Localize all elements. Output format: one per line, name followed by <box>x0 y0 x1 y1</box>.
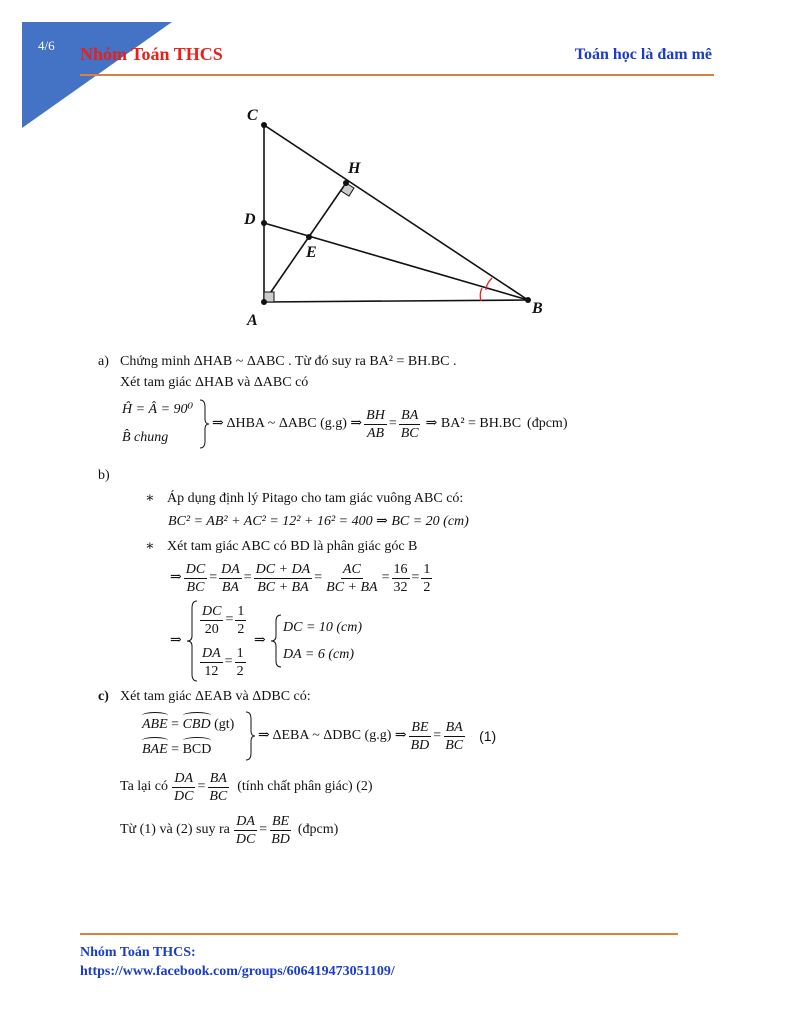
part-b-sys1: $\frac{DC}{20}$ = $\frac{1}{2}$ <box>202 603 245 637</box>
part-c-line1: Xét tam giác ΔEAB và ΔDBC có: <box>120 689 311 704</box>
segment-cb <box>264 125 528 300</box>
label-b: B <box>532 300 543 317</box>
part-a-line1: Chứng minh ΔHAB ~ ΔABC . Từ đó suy ra BA² = BH.BC . <box>120 354 457 369</box>
part-a-result-pre: ⇒ ΔHBA ~ ΔABC (g.g) ⇒ <box>212 416 363 431</box>
part-a-cond2: B̂ chung <box>122 430 169 445</box>
label-e: E <box>306 244 317 261</box>
part-c-result: ⇒ ΔEBA ~ ΔDBC (g.g) ⇒ <box>258 728 407 743</box>
part-b-sys2: $\frac{DA}{12}$ = $\frac{1}{2}$ <box>202 645 244 679</box>
part-c-cond1: ABE = CBD (gt) <box>142 717 235 732</box>
part-b-res2: DA = 6 (cm) <box>283 647 355 662</box>
geometry-figure <box>236 100 556 332</box>
part-a-eq: = <box>388 416 397 431</box>
part-b-res1: DC = 10 (cm) <box>283 620 363 635</box>
part-a-result-post: ⇒ BA² = BH.BC <box>425 416 522 431</box>
bullet-1: ∗ <box>145 491 155 506</box>
part-a-frac1: $\frac{BH}{AB}$ <box>366 407 385 441</box>
header-slogan: Toán học là đam mê <box>574 46 712 63</box>
part-a-line2: Xét tam giác ΔHAB và ΔABC có <box>120 375 309 390</box>
part-c-tag1: (1) <box>479 728 497 744</box>
part-c-label: c) <box>98 689 109 704</box>
segment-ab <box>264 300 528 302</box>
part-a-tag: (đpcm) <box>527 416 568 431</box>
part-c-line3: Từ (1) và (2) suy ra $\frac{DA}{DC}$ = $\frac{BE}{BD}$ (đpcm) <box>120 813 339 847</box>
segment-db <box>264 223 528 300</box>
label-d: D <box>244 211 256 228</box>
part-b-item2: Xét tam giác ABC có BD là phân giác góc B <box>167 539 418 554</box>
part-b-item1: Áp dụng định lý Pitago cho tam giác vuông ABC có: <box>167 491 464 506</box>
part-b-item1-calc: BC² = AB² + AC² = 12² + 16² = 400 ⇒ BC = 20 (cm) <box>168 514 469 529</box>
footer-group-name: Nhóm Toán THCS: <box>80 945 196 960</box>
header-title: Nhóm Toán THCS <box>80 44 223 64</box>
label-a: A <box>247 312 258 329</box>
footer-link[interactable]: https://www.facebook.com/groups/606419473051109/ <box>80 964 395 979</box>
part-b-ratio-chain: ⇒ $\frac{DC}{BC}$ = $\frac{DA}{BA}$ = $\frac{DC + DA}{BC + BA}$ = $\frac{AC}{BC + BA}$ = $\frac{16}{32}$ = $\frac{1}{2}$ <box>170 561 431 595</box>
part-a-label: a) <box>98 354 109 369</box>
part-c-frac1: $\frac{BE}{BD}$ <box>410 719 430 753</box>
corner-triangle <box>0 0 175 130</box>
label-c: C <box>247 107 258 124</box>
part-c-brace <box>244 711 256 761</box>
part-a-brace <box>198 399 210 449</box>
footer-divider <box>80 933 678 935</box>
part-a-cond1: Ĥ = Â = 90⁰ <box>122 402 194 417</box>
part-c-cond2: BAE = BCD <box>142 742 212 757</box>
header-divider <box>80 74 714 76</box>
bullet-2: ∗ <box>145 539 155 554</box>
label-h: H <box>348 160 361 177</box>
part-b-label: b) <box>98 468 110 483</box>
part-a-frac2: $\frac{BA}{BC}$ <box>400 407 419 441</box>
part-c-line2: Ta lại có $\frac{DA}{DC}$ = $\frac{BA}{BC}$ (tính chất phân giác) (2) <box>120 770 373 804</box>
page-number: 4/6 <box>38 38 55 53</box>
part-c-frac2: $\frac{BA}{BC}$ <box>445 719 464 753</box>
angle-mark-1 <box>480 288 482 301</box>
part-b-system-brace <box>186 600 198 682</box>
part-b-result-brace <box>270 614 282 668</box>
